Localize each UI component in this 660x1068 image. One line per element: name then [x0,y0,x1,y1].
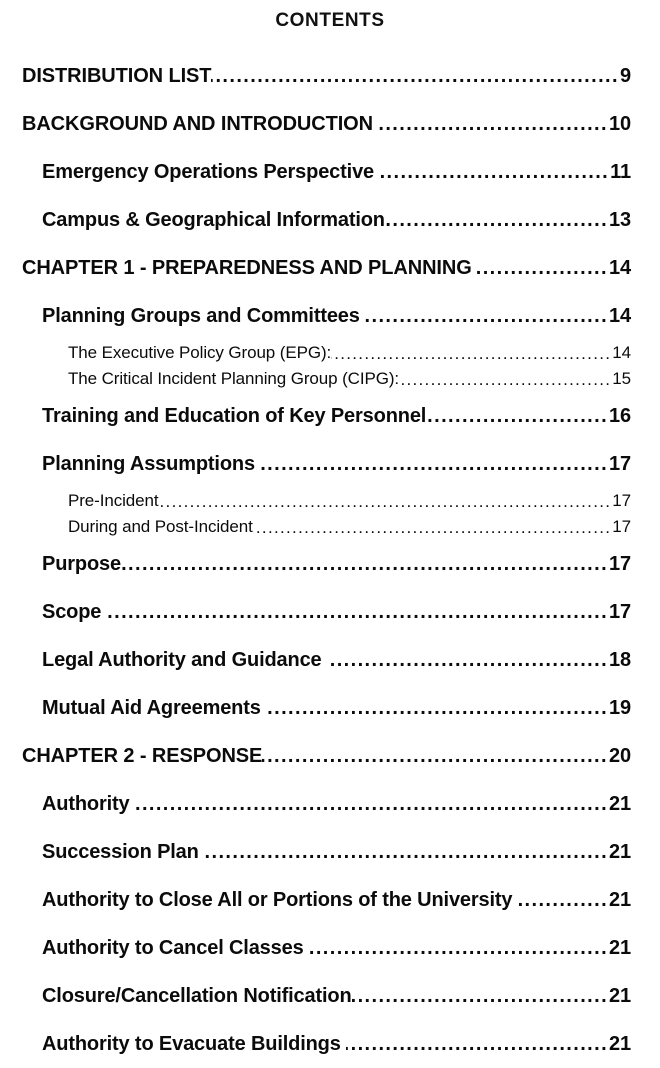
toc-entry-label: Campus & Geographical Information [42,208,385,231]
toc-entry[interactable] [0,972,660,1020]
toc-entry-page-number: 21 [609,936,631,959]
toc-entry-label: The Critical Incident Planning Group (CIPG): [68,369,400,388]
toc-dot-leader [477,258,608,278]
toc-entry[interactable] [0,488,660,514]
toc-entry-label: DISTRIBUTION LIST [22,64,212,87]
toc-dot-leader [121,554,608,574]
toc-entry-label: Legal Authority and Guidance [42,648,322,671]
toc-entry-label: Pre-Incident [68,491,159,510]
toc-entry-label: Scope [42,600,102,623]
toc-dot-leader [107,602,608,622]
toc-entry-page-number: 21 [609,792,631,815]
toc-entry[interactable] [0,440,660,488]
toc-dot-leader [204,842,608,862]
toc-entry[interactable] [0,636,660,684]
toc-entry[interactable] [0,292,660,340]
toc-dot-leader [346,1034,608,1054]
toc-entry-page-number: 14 [608,256,631,279]
toc-entry-page-number: 17 [609,552,631,575]
toc-entry[interactable] [0,780,660,828]
toc-entry-label: During and Post-Incident [68,517,253,536]
toc-entry-page-number: 17 [612,491,631,510]
toc-entry[interactable] [0,392,660,440]
toc-entry[interactable] [0,514,660,540]
toc-dot-leader [158,493,611,510]
toc-entry-page-number: 19 [609,696,631,719]
toc-entry-label: Emergency Operations Perspective [42,160,375,183]
toc-dot-leader [399,371,611,388]
toc-dot-leader [211,66,619,86]
toc-entry-label: Closure/Cancellation Notification [42,984,352,1007]
toc-dot-leader [266,698,608,718]
toc-entry-page-number: 10 [608,112,631,135]
toc-entry[interactable] [0,1020,660,1068]
toc-entry-page-number: 16 [609,404,631,427]
toc-entry[interactable] [0,196,660,244]
toc-entry-page-number: 13 [609,208,631,231]
toc-dot-leader [379,162,609,182]
toc-dot-leader [327,650,608,670]
toc-entry[interactable] [0,340,660,366]
toc-entry-page-number: 17 [612,517,631,536]
toc-entry-page-number: 17 [609,452,631,475]
toc-entry-label: The Executive Policy Group (EPG): [68,343,332,362]
toc-entry[interactable] [0,924,660,972]
table-of-contents [0,30,660,1068]
toc-dot-leader [518,890,608,910]
toc-dot-leader [385,210,608,230]
toc-entry-page-number: 18 [609,648,631,671]
toc-entry-page-number: 21 [609,840,631,863]
toc-entry-label: CHAPTER 2 - RESPONSE [22,744,263,767]
toc-entry-label: Planning Assumptions [42,452,255,475]
toc-dot-leader [331,345,611,362]
toc-entry[interactable] [0,244,660,292]
toc-entry-page-number: 9 [619,64,631,87]
toc-dot-leader [378,114,608,134]
toc-dot-leader [135,794,608,814]
toc-dot-leader [260,454,608,474]
toc-entry-page-number: 14 [609,304,631,327]
page-title: CONTENTS [275,10,385,31]
toc-entry-page-number: 20 [608,744,631,767]
toc-entry[interactable] [0,148,660,196]
toc-entry[interactable] [0,540,660,588]
toc-entry-page-number: 21 [609,888,631,911]
toc-entry[interactable] [0,828,660,876]
toc-dot-leader [309,938,608,958]
toc-entry[interactable] [0,732,660,780]
toc-entry[interactable] [0,588,660,636]
toc-dot-leader [365,306,608,326]
toc-entry-label: Authority [42,792,130,815]
toc-entry[interactable] [0,52,660,100]
toc-entry-label: Mutual Aid Agreements [42,696,261,719]
toc-dot-leader [352,986,609,1006]
toc-entry[interactable] [0,366,660,392]
toc-entry-label: Authority to Cancel Classes [42,936,304,959]
toc-entry-page-number: 21 [609,984,631,1007]
toc-entry-page-number: 15 [612,369,631,388]
toc-entry-label: Training and Education of Key Personnel [42,404,427,427]
toc-dot-leader [262,746,608,766]
toc-entry-label: CHAPTER 1 - PREPAREDNESS AND PLANNING [22,256,472,279]
toc-entry-label: Authority to Close All or Portions of the University [42,888,513,911]
toc-entry-page-number: 17 [609,600,631,623]
toc-entry[interactable] [0,876,660,924]
toc-entry[interactable] [0,100,660,148]
toc-entry-page-number: 14 [612,343,631,362]
toc-dot-leader [426,406,608,426]
toc-entry-label: Purpose [42,552,121,575]
toc-entry[interactable] [0,684,660,732]
toc-entry-label: BACKGROUND AND INTRODUCTION [22,112,373,135]
toc-entry-label: Planning Groups and Committees [42,304,360,327]
toc-entry-page-number: 21 [609,1032,631,1055]
toc-dot-leader [253,519,612,536]
toc-entry-label: Authority to Evacuate Buildings [42,1032,341,1055]
toc-entry-page-number: 11 [610,160,631,183]
toc-entry-label: Succession Plan [42,840,199,863]
